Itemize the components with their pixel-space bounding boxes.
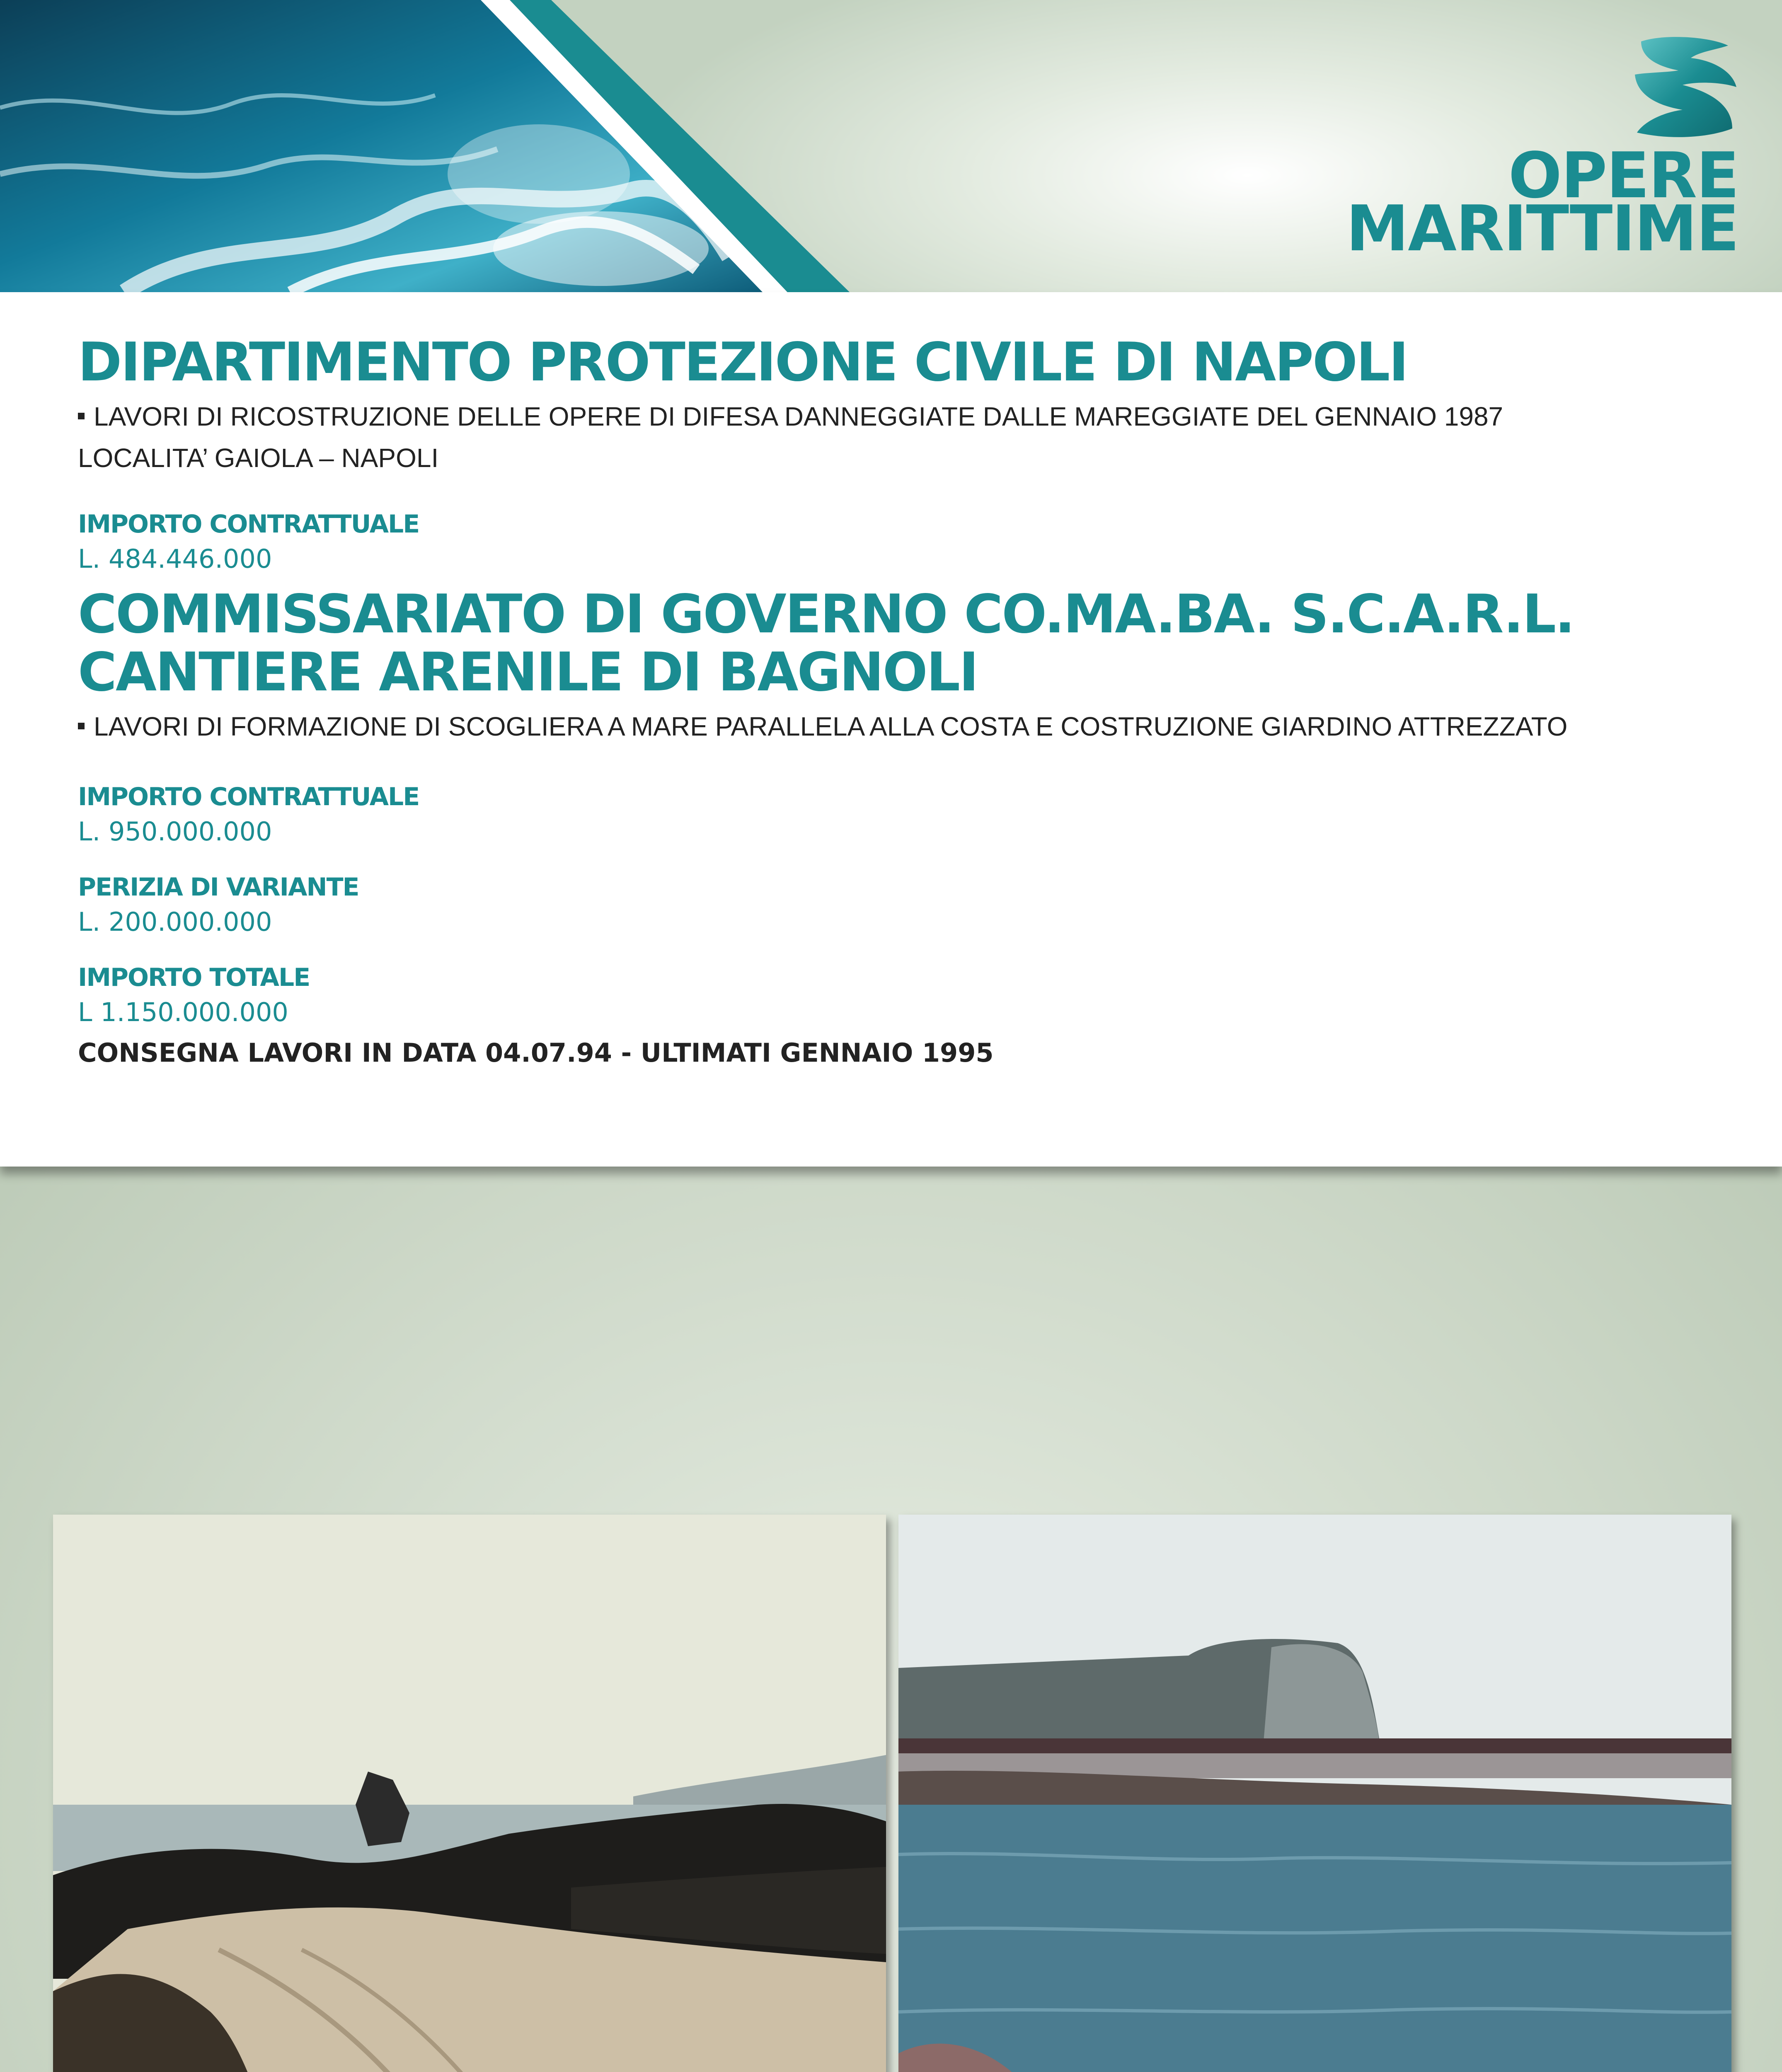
amount-label: IMPORTO CONTRATTUALE	[78, 782, 419, 811]
amount-value: L. 950.000.000	[78, 816, 272, 847]
projects-list	[78, 292, 1715, 1071]
amount-value: L. 484.446.000	[78, 544, 272, 574]
amount-label: IMPORTO TOTALE	[78, 963, 310, 992]
section-location: LOCALITA’ GAIOLA – NAPOLI	[78, 443, 439, 473]
section-description	[78, 706, 1715, 747]
breakwater-construction-image	[53, 1515, 886, 2072]
section-title: COMMISSARIATO DI GOVERNO CO.MA.BA. S.C.A.R.L.	[78, 583, 1574, 645]
project-section-1	[78, 292, 1715, 577]
description-line: LAVORI DI RICOSTRUZIONE DELLE OPERE DI DIFESA DANNEGGIATE DALLE MAREGGIATE DEL GENNAIO 1987	[94, 402, 1504, 431]
content-panel	[0, 292, 1782, 1167]
brand-line-1: OPERE	[1508, 139, 1738, 212]
section-subtitle: CANTIERE ARENILE DI BAGNOLI	[78, 641, 978, 703]
seawall-photo	[898, 1515, 1731, 2072]
amount-value: L 1.150.000.000	[78, 997, 288, 1027]
section-title: DIPARTIMENTO PROTEZIONE CIVILE DI NAPOLI	[78, 332, 1407, 393]
bullet-icon	[78, 723, 85, 729]
section-description	[78, 396, 1715, 437]
amount-label: IMPORTO CONTRATTUALE	[78, 510, 419, 539]
page-header	[0, 0, 1782, 292]
brand-title	[1346, 139, 1738, 265]
construction-site-photo	[53, 1515, 886, 2072]
completion-note: CONSEGNA LAVORI IN DATA 04.07.94 - ULTIMATI GENNAIO 1995	[78, 1038, 994, 1068]
bullet-icon	[78, 413, 85, 419]
company-logo-icon	[1629, 33, 1741, 145]
description-line: LAVORI DI FORMAZIONE DI SCOGLIERA A MARE PARALLELA ALLA COSTA E COSTRUZIONE GIARDINO ATTREZZATO	[94, 712, 1568, 741]
sea-wave-image	[0, 0, 850, 292]
amount-value: L. 200.000.000	[78, 907, 272, 937]
harbor-pier-image	[898, 1515, 1731, 2072]
brand-line-2: MARITTIME	[1346, 192, 1738, 265]
project-section-2	[78, 583, 1715, 1071]
amount-label: PERIZIA DI VARIANTE	[78, 873, 359, 902]
